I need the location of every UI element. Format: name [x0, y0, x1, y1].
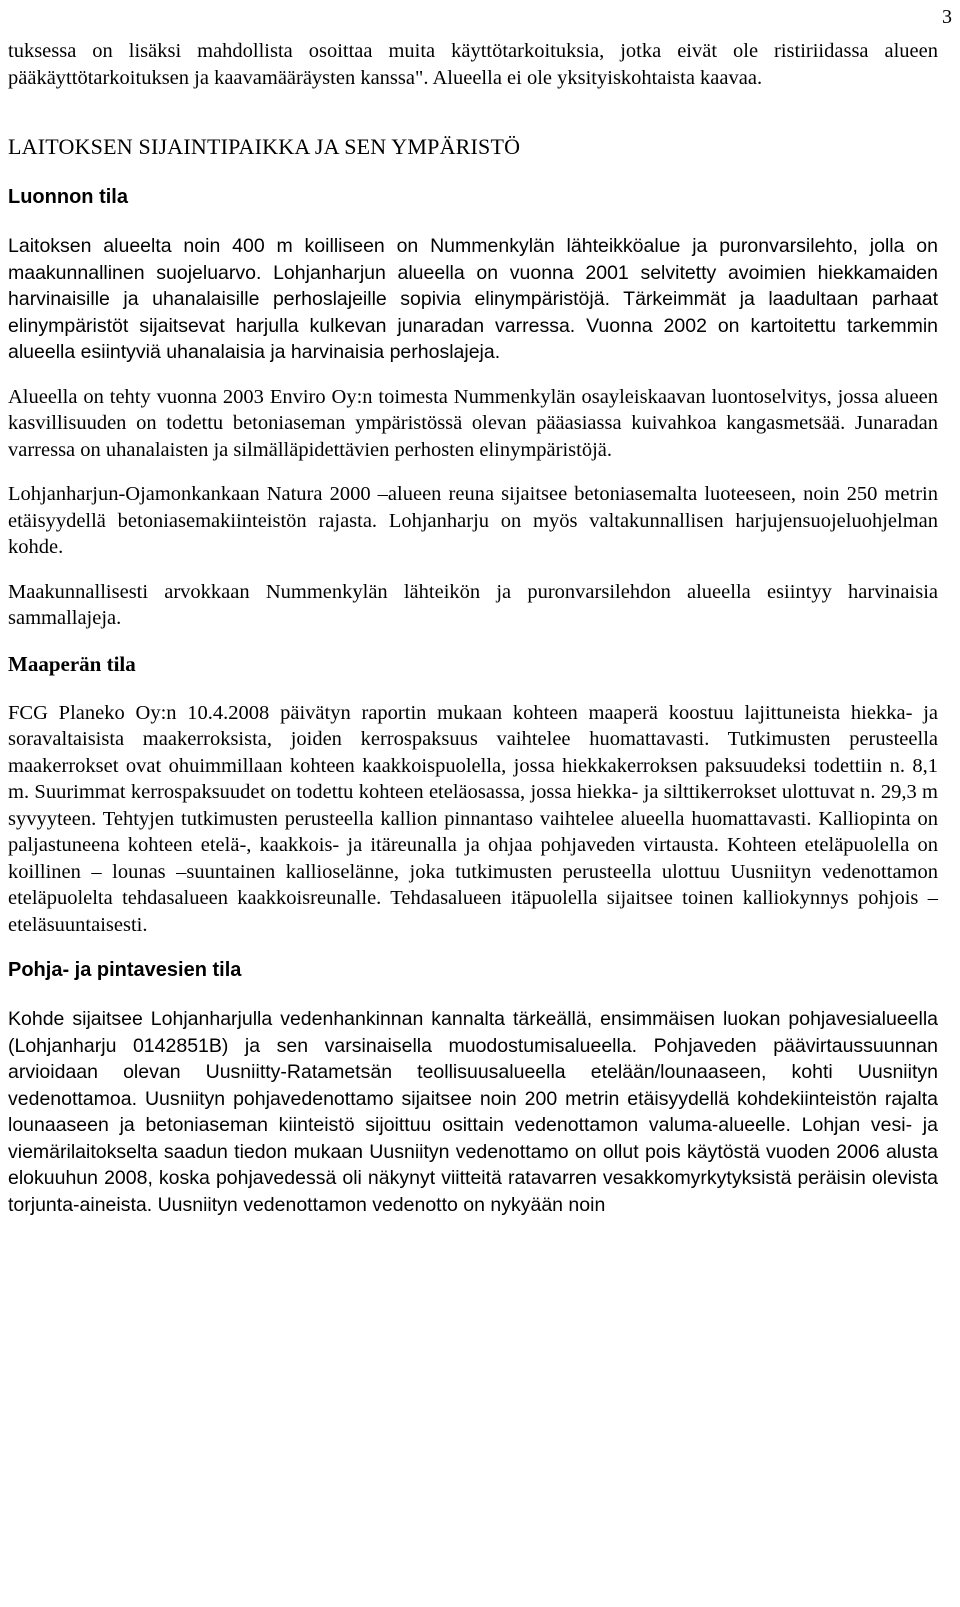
intro-paragraph: tuksessa on lisäksi mahdollista osoittaa muita käyttötarkoituksia, jotka eivät ole ristiriidassa alueen pääkäyttötarkoituksen ja kaavamääräysten kanssa". Alueella ei ole yksityiskohtaista kaavaa.	[8, 40, 938, 89]
paragraph-luonnon-tila-1: Laitoksen alueelta noin 400 m koilliseen on Nummenkylän lähteikköalue ja puronvarsilehto, jolla on maakunnallinen suojeluarvo. Lohjanharjun alueella on vuonna 2001 selvitetty avoimien hiekkamaiden harvinaisille ja uhanalaisille perhoslajeille sopivia elinympäristöjä. Tärkeimmät ja laadultaan parhaat elinympäristöt sijaitsevat harjulla kulkevan junaradan varressa. Vuonna 2002 on kartoitettu tarkemmin alueella esiintyviä uhanalaisia ja harvinaisia perhoslajeja.	[8, 235, 938, 363]
paragraph-luonnon-tila-2: Alueella on tehty vuonna 2003 Enviro Oy:n toimesta Nummenkylän osayleiskaavan luontoselvitys, jossa alueen kasvillisuuden on todettu betoniaseman ympäristössä olevan pääasiassa kuivahkoa kangasmetsää. Junaradan varressa on uhanalaisten ja silmälläpidettävien perhosten elinympäristöjä.	[8, 385, 938, 461]
document-body	[8, 38, 938, 1236]
section-title: LAITOKSEN SIJAINTIPAIKKA JA SEN YMPÄRISTÖ	[8, 134, 521, 159]
paragraph-luonnon-tila-4: Maakunnallisesti arvokkaan Nummenkylän lähteikön ja puronvarsilehdon alueella esiintyy harvinaisia sammallajeja.	[8, 580, 938, 629]
paragraph-maaperan-tila-1: FCG Planeko Oy:n 10.4.2008 päivätyn raportin mukaan kohteen maaperä koostuu lajittuneista hiekka- ja soravaltaisista maakerroksista, joiden kerrospaksuus vaihtelee huomattavasti. Tutkimusten perusteella maakerrokset ovat ohuimmillaan kohteen kaakkoispuolella, jossa hiekkakerroksen paksuudeksi todettiin n. 8,1 m. Suurimmat kerrospaksuudet on todettu kohteen eteläosassa, jossa hiekka- ja silttikerrokset ulottuvat n. 29,3 m syvyyteen. Tehtyjen tutkimusten perusteella kallion pinnantaso vaihtelee alueella huomattavasti. Kalliopinta on paljastuneena kohteen etelä-, kaakkois- ja itäreunalla ja ohjaa pohjaveden virtausta. Kohteen eteläpuolella on koillinen – lounas –suuntainen kallioselänne, joka tutkimusten perusteella ulottuu Uusniityn vedenottamon eteläpuolelta tehdasalueen kaakkoisreunalle. Tehdasalueen itäpuolella sijaitsee toinen kalliokynnys pohjois – eteläsuuntaisesti.	[8, 701, 938, 936]
page-number: 3	[942, 6, 952, 28]
heading-maaperan-tila: Maaperän tila	[8, 651, 136, 676]
heading-vesien-tila: Pohja- ja pintavesien tila	[8, 959, 242, 981]
paragraph-vesien-tila-1: Kohde sijaitsee Lohjanharjulla vedenhankinnan kannalta tärkeällä, ensimmäisen luokan pohjavesialueella (Lohjanharju 0142851B) ja sen varsinaisella muodostumisalueella. Pohjaveden päävirtaussuunnan arvioidaan olevan Uusniitty-Ratametsän teollisuusalueella etelään/lounaaseen, kohti Uusniityn vedenottamoa. Uusniityn pohjavedenottamo sijaitsee noin 200 metrin etäisyydellä kohdekiinteistön rajalta lounaaseen ja betoniaseman kiinteistö sijoittuu osittain vedenottamon valuma-alueelle. Lohjan vesi- ja viemärilaitokselta saadun tiedon mukaan Uusniityn vedenottamo on ollut pois käytöstä vuoden 2006 alusta elokuuhun 2008, koska pohjavedessä oli näkynyt viitteitä ratavarren vesakkomyrkytyksistä peräisin olevista torjunta-aineista. Uusniityn vedenottamon vedenotto on nykyään noin	[8, 1008, 938, 1216]
paragraph-luonnon-tila-3: Lohjanharjun-Ojamonkankaan Natura 2000 –alueen reuna sijaitsee betoniasemalta luoteeseen, noin 250 metrin etäisyydellä betoniasemakiinteistön rajasta. Lohjanharju on myös valtakunnallisen harjujensuojeluohjelman kohde.	[8, 483, 938, 558]
heading-luonnon-tila: Luonnon tila	[8, 186, 128, 208]
